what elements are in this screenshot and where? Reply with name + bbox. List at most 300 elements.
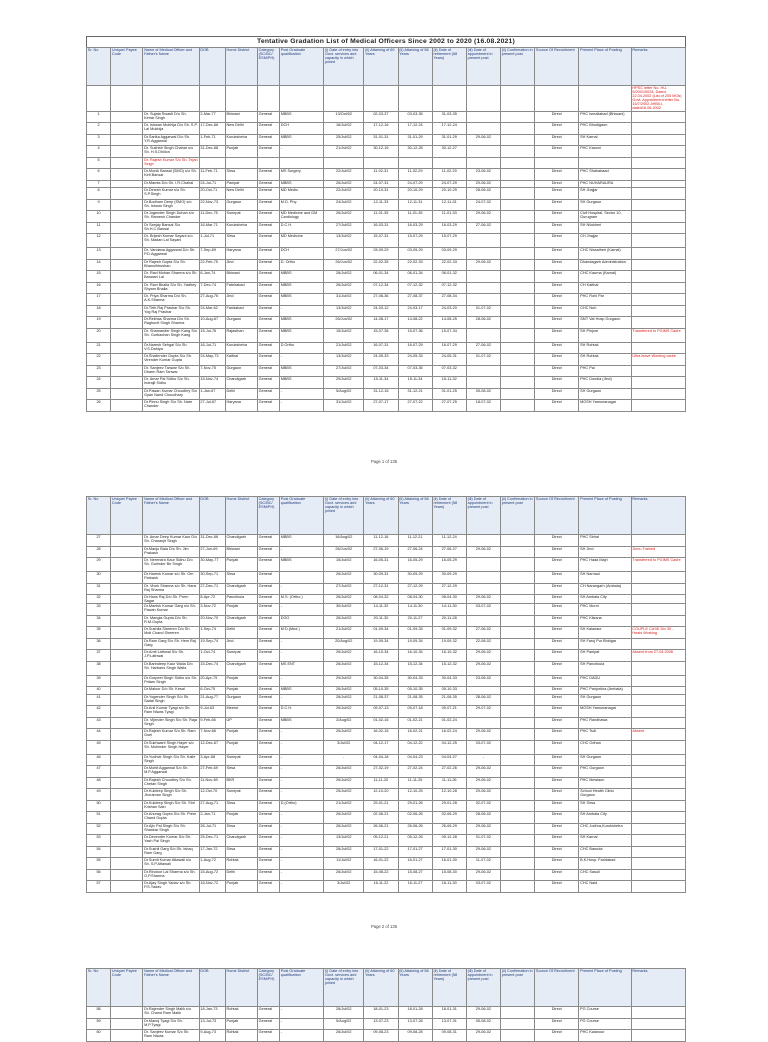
table-row [87, 558, 686, 572]
table-cell: 22-02-35 [364, 259, 398, 271]
table-cell: 26/Jul/02 [324, 687, 364, 695]
table-cell: Dr.Anurag Gupta S/o Sh. Prem Chand Gupta [143, 812, 199, 824]
table-cell: Sonepat [225, 211, 257, 223]
table-cell: 18-07-02 [466, 400, 500, 412]
page-3 [86, 968, 686, 1042]
table-cell: Rajasthan [225, 328, 257, 342]
table-cell: 17-Jan-72 [199, 846, 225, 858]
table-cell: SH Jind [579, 546, 631, 558]
table-cell: - [279, 583, 323, 595]
table-cell: Meerut [225, 706, 257, 718]
table-cell [631, 595, 685, 604]
table-cell: 03-09-29 [398, 248, 432, 260]
table-cell: 3 [87, 134, 111, 146]
table-cell: Kaithal [225, 354, 257, 366]
table-cell: Direct [535, 754, 579, 766]
table-cell: 27 [87, 535, 111, 547]
table-cell: MGSH Yamunanagar [579, 400, 631, 412]
table-cell [111, 169, 143, 181]
table-cell: SH Faroj Pur Bhirigar [579, 638, 631, 650]
table-cell: 25/Jul/02 [324, 789, 364, 801]
table-cell: Absent [631, 729, 685, 741]
table-cell: 26/Jul/02 [324, 180, 364, 188]
table-cell: 12-10-20 [364, 789, 398, 801]
table-cell: 07-03-34 [364, 365, 398, 377]
table-cell [111, 294, 143, 306]
table-cell: - [279, 1030, 323, 1042]
table-cell: General [257, 661, 279, 675]
table-cell [500, 754, 534, 766]
table-cell: 1-Aug-72 [199, 858, 225, 870]
table-cell [466, 365, 500, 377]
table-cell: - [279, 823, 323, 835]
table-cell: 31-03-35 [432, 111, 466, 123]
table-cell: 26-06-26 [398, 823, 432, 835]
table-cell: MBBS [279, 717, 323, 729]
table-cell [631, 858, 685, 870]
table-cell: 22-Nov-73 [199, 199, 225, 211]
table-cell: - [279, 858, 323, 870]
table-cell [631, 717, 685, 729]
table-cell: Gurgaon [225, 199, 257, 211]
column-header: (ii) Attaining of 58 Years [398, 48, 432, 86]
table-cell [111, 248, 143, 260]
table-cell: Dr. Sujata Swasti D/o Sh. Kehar Singh [143, 111, 199, 123]
table-cell: Dr.Yudhvir Singh S/o Sh. Kalle Singh [143, 754, 199, 766]
table-cell: PHC NUHARAURA [579, 180, 631, 188]
table-row [87, 595, 686, 604]
table-cell [500, 812, 534, 824]
table-cell: 02-06-29 [432, 812, 466, 824]
table-cell [631, 1018, 685, 1030]
table-cell: 26/Jul/02 [324, 846, 364, 858]
table-cell: General [257, 558, 279, 572]
table-cell: 01-07-02 [466, 305, 500, 317]
table-cell: Direct [535, 823, 579, 835]
table-cell: Jinnu Trained [631, 546, 685, 558]
table-cell: General [257, 400, 279, 412]
table-cell: 15-08-30 [432, 869, 466, 881]
table-cell: 07-12-34 [364, 282, 398, 294]
table-row [87, 812, 686, 824]
table-cell [466, 282, 500, 294]
table-cell: General [257, 740, 279, 754]
column-header: (iii) Date of appointment in present post [466, 969, 500, 1007]
table-cell: 29-06-02 [466, 823, 500, 835]
table-cell: SH Narnaul [579, 572, 631, 584]
table-cell: 15-11-34 [364, 377, 398, 389]
table-cell: SH Karnal [579, 134, 631, 146]
table-cell: 24/Jul/02 [324, 199, 364, 211]
table-cell: General [257, 535, 279, 547]
table-header-row [87, 48, 686, 86]
table-cell: 15-11-34 [398, 377, 432, 389]
table-cell: 16/Aug/02 [324, 535, 364, 547]
table-cell: SH Gurgaon [579, 754, 631, 766]
column-header: Name of Medical Officer and Father's Name [143, 969, 199, 1007]
table-cell [500, 604, 534, 616]
table-cell [111, 282, 143, 294]
table-row [87, 234, 686, 248]
table-cell: 26/Jul/02 [324, 729, 364, 741]
table-cell: 05-12-28 [432, 835, 466, 847]
table-cell: 28-06-02 [466, 694, 500, 706]
table-cell: 35 [87, 627, 111, 639]
table-cell [466, 572, 500, 584]
table-cell: 11-12-24 [432, 535, 466, 547]
table-cell: 09-07-18 [398, 706, 432, 718]
table-cell: - [279, 675, 323, 687]
column-header: Category (SC/BC/ ESM/PH) [257, 969, 279, 1007]
table-cell: Chandigarh [225, 661, 257, 675]
table-cell: 26/Jul/02 [324, 869, 364, 881]
table-cell: 3/Jul/02 [324, 740, 364, 754]
table-cell: 16-11-22 [364, 881, 398, 893]
table-cell [111, 766, 143, 778]
table-cell [500, 583, 534, 595]
hpsc-letter-note: HPSC letter No. HU-5/2001/5028, Dated 22.04.2002 (List of 205 MOs) Govt. Appointment letter No. 15/7/2002-3HBII-I, dated16.08.2002 [631, 86, 685, 112]
table-cell: Dr.Maloor D/o Sh. Kesal [143, 687, 199, 695]
table-cell: 21-Aug-77 [199, 694, 225, 706]
table-cell: 27-08-34 [432, 294, 466, 306]
table-cell [631, 271, 685, 283]
table-cell: Dr.Bodham Deep (SMO) s/o Sh. Ishwar Singh [143, 199, 199, 211]
table-cell: PG Course [579, 1018, 631, 1030]
table-cell [631, 199, 685, 211]
table-cell: Direct [535, 134, 579, 146]
table-cell: 29-01-26 [398, 800, 432, 812]
table-cell: 17-01-27 [398, 846, 432, 858]
table-cell [631, 823, 685, 835]
table-cell: 16-01-30 [432, 858, 466, 870]
table-cell: 29-06-02 [466, 180, 500, 188]
table-cell: 18-01-28 [398, 1007, 432, 1019]
table-cell: 46 [87, 754, 111, 766]
table-cell: 30-12-28 [398, 146, 432, 158]
table-cell: 06-01-34 [398, 271, 432, 283]
table-cell: 31-01-29 [432, 134, 466, 146]
table-row [87, 1030, 686, 1042]
table-cell: Dr.Sukhwant Singh Hayer s/o Sh. Mohinder Singh Hayer [143, 740, 199, 754]
table-cell: 15-07-29 [398, 234, 432, 248]
table-cell: - [324, 754, 364, 766]
table-cell: Punjab [225, 146, 257, 158]
table-row [87, 305, 686, 317]
table-cell: 30-04-33 [398, 675, 432, 687]
table-cell [500, 342, 534, 354]
table-cell: General [257, 388, 279, 400]
table-cell: Chandigarh [225, 835, 257, 847]
table-cell: 6 [87, 169, 111, 181]
table-cell: 30-12-16 [364, 146, 398, 158]
table-cell [111, 365, 143, 377]
table-cell: General [257, 835, 279, 847]
table-cell: Dr. Sanjeev Kumar S/o Sh. Ram Niwas [143, 1030, 199, 1042]
table-cell: 06-01-34 [364, 271, 398, 283]
table-cell [500, 546, 534, 558]
table-cell: Bhiwani [225, 271, 257, 283]
table-cell: 29 [87, 558, 111, 572]
table-cell: 03-09-29 [364, 248, 398, 260]
table-cell: General [257, 729, 279, 741]
column-header: Present Place of Posting [579, 48, 631, 86]
table-cell: 27-02-19 [364, 766, 398, 778]
table-cell: 26/Jul/02 [324, 595, 364, 604]
table-cell [111, 823, 143, 835]
table-cell [631, 661, 685, 675]
table-cell: 12-11-33 [364, 199, 398, 211]
table-cell [631, 754, 685, 766]
column-header: (ii) Confirmation in present post [500, 497, 534, 535]
table-cell [631, 846, 685, 858]
table-cell: Dr.Anil Kumar Tyagi s/o Sh. Ram Niwas Tyagi [143, 706, 199, 718]
table-cell: Direct [535, 342, 579, 354]
table-cell [199, 86, 225, 112]
table-cell: 20-Oct-71 [199, 188, 225, 200]
table-cell [466, 234, 500, 248]
table-cell [631, 146, 685, 158]
table-cell: General [257, 627, 279, 639]
table-cell: 31-12-21 [398, 388, 432, 400]
table-row [87, 650, 686, 662]
table-cell: Kurukshetra [225, 134, 257, 146]
table-cell [500, 717, 534, 729]
table-cell: Direct [535, 328, 579, 342]
table-cell: 27/Jul/02 [324, 583, 364, 595]
table-cell: 05-08-02 [466, 388, 500, 400]
table-cell [500, 123, 534, 135]
table-cell [111, 211, 143, 223]
table-cell [631, 675, 685, 687]
table-cell: 16-03-31 [364, 222, 398, 234]
table-cell [631, 400, 685, 412]
table-cell: 9-Feb-66 [199, 717, 225, 729]
table-cell: 11-12-21 [398, 535, 432, 547]
table-cell: Dr.Kuldeep Singh S/o Sh. Shri Krishan Sain [143, 800, 199, 812]
table-cell: 11 [87, 222, 111, 234]
table-cell: SH Rohtak [579, 342, 631, 354]
table-cell: 27-Feb-69 [199, 766, 225, 778]
table-cell: 25/Jul/02 [324, 134, 364, 146]
table-cell: General [257, 305, 279, 317]
table-cell: MBBS [279, 687, 323, 695]
table-cell: 27-06-02 [466, 222, 500, 234]
table-cell [631, 234, 685, 248]
column-header: (ii) Date of retirement (58 Years) [432, 497, 466, 535]
table-cell [111, 146, 143, 158]
table-cell: 17-12-16 [364, 123, 398, 135]
column-header: Home District [225, 497, 257, 535]
table-cell: 53 [87, 835, 111, 847]
table-cell: 20/Aug/02 [324, 638, 364, 650]
table-cell: Direct [535, 294, 579, 306]
table-cell: 29-06-02 [466, 661, 500, 675]
table-cell: 27-02-26 [432, 766, 466, 778]
table-row [87, 354, 686, 366]
table-cell: General [257, 234, 279, 248]
table-cell: - [279, 650, 323, 662]
table-cell [631, 123, 685, 135]
table-cell: SH Ambala City [579, 812, 631, 824]
table-cell: 26-Jul-71 [199, 823, 225, 835]
table-cell: Direct [535, 282, 579, 294]
table-cell: Punjab [225, 740, 257, 754]
table-cell: 2 [87, 123, 111, 135]
table-cell: Direct [535, 800, 579, 812]
table-cell: CHC Jodhra,Kurukshetra [579, 823, 631, 835]
table-cell [466, 157, 500, 169]
table-cell: 27-12-31 [364, 583, 398, 595]
table-cell: 19-Sep-74 [199, 638, 225, 650]
table-cell: 30-12-27 [432, 146, 466, 158]
table-cell [500, 694, 534, 706]
table-cell: 22/Jul/02 [324, 169, 364, 181]
table-row [87, 858, 686, 870]
table-cell [631, 789, 685, 801]
table-cell: 18-01-23 [364, 1007, 398, 1019]
table-cell: 15-07-31 [364, 234, 398, 248]
table-cell: 15-Nov-74 [199, 377, 225, 389]
table-cell: Bhiwani [225, 546, 257, 558]
table-cell [111, 627, 143, 639]
column-header: (ii) Date of retirement (58 Years) [432, 48, 466, 86]
table-cell: 20-10-29 [398, 188, 432, 200]
table-cell: Dr.Naresh Sehgal S/o Sh. V.S.Dahiya [143, 342, 199, 354]
table-cell: CHC Nuh [579, 305, 631, 317]
table-cell: 11-11-20 [364, 777, 398, 789]
table-cell: 28-06-02 [466, 188, 500, 200]
table-cell: Direct [535, 858, 579, 870]
table-cell: 7-Sep-69 [199, 248, 225, 260]
table-cell [111, 188, 143, 200]
table-cell [466, 111, 500, 123]
table-cell: Direct [535, 377, 579, 389]
table-row [87, 869, 686, 881]
table-cell: 27/Jul/02 [324, 222, 364, 234]
table-cell: Dr.Ram Garg S/o Sh. Hem Raj Garg [143, 638, 199, 650]
table-cell: 29-06-02 [466, 846, 500, 858]
table-cell: 21/Jul/02 [324, 146, 364, 158]
table-cell: 15-07-36 [364, 328, 398, 342]
table-cell [111, 869, 143, 881]
table-cell: 12-Dec-67 [199, 740, 225, 754]
table-cell: 23 [87, 365, 111, 377]
table-cell [500, 157, 534, 169]
table-cell [257, 157, 279, 169]
table-cell: Direct [535, 317, 579, 329]
table-cell: Direct [535, 211, 579, 223]
table-cell [500, 881, 534, 893]
table-cell: Gurgaon [225, 317, 257, 329]
table-cell: Dr.Gurpeet Singh Sidhu s/o Sh. Pritam Singh [143, 675, 199, 687]
table-cell: General [257, 259, 279, 271]
table-cell: 27-Jul-67 [199, 400, 225, 412]
table-cell: 18 [87, 305, 111, 317]
table-cell: Dr.Pinnu Singh S/o Sh. Nare Chander [143, 400, 199, 412]
table-row [87, 211, 686, 223]
table-cell [631, 282, 685, 294]
table-cell [631, 740, 685, 754]
table-cell: 09-07-13 [364, 706, 398, 718]
table-cell: 03-09-29 [432, 248, 466, 260]
table-cell: 26/Jul/02 [324, 661, 364, 675]
table-cell: 15/Jul/02 [324, 328, 364, 342]
table-cell: 01-07-02 [466, 354, 500, 366]
table-cell: 27/Jul/02 [324, 365, 364, 377]
table-cell: 02-07-02 [466, 800, 500, 812]
table-cell: 29-01-28 [432, 800, 466, 812]
table-cell: PHC Gurgaon [579, 766, 631, 778]
table-cell: PHC Ismailabad (Bhiwani) [579, 111, 631, 123]
table-cell: 45 [87, 740, 111, 754]
table-cell: 27-08-36 [364, 294, 398, 306]
table-cell: Direct [535, 546, 579, 558]
table-cell: PHC Pai [579, 365, 631, 377]
table-cell: PHC Rohi Par [579, 294, 631, 306]
page-2 [86, 496, 686, 893]
table-cell: CH Narangarh (Ambala) [579, 583, 631, 595]
table-cell: 21-08-37 [364, 694, 398, 706]
table-cell: MBBS [279, 180, 323, 188]
table-row [87, 823, 686, 835]
table-cell [111, 199, 143, 211]
table-cell: 26/Jun/02 [324, 259, 364, 271]
table-cell: 27-08-37 [398, 294, 432, 306]
column-header: Unique/ Payee Code [111, 48, 143, 86]
table-cell: 2-Mar-77 [199, 111, 225, 123]
table-cell [631, 134, 685, 146]
table-cell: Absent from 27.04.2008 [631, 650, 685, 662]
table-cell: 5 [87, 157, 111, 169]
table-cell: 27-06-02 [466, 627, 500, 639]
table-cell: 10-Aug-67 [199, 317, 225, 329]
table-cell: 3-Apr-68 [199, 754, 225, 766]
table-cell: 20-Apr-75 [199, 675, 225, 687]
table-cell: Chandigarh [225, 615, 257, 627]
table-cell: 5/Aug/02 [324, 1018, 364, 1030]
column-header: Source Of Recruitment [535, 969, 579, 1007]
table-cell: 2/Aug/02 [324, 717, 364, 729]
table-cell: CHC Kaurna (Karnal) [579, 271, 631, 283]
column-header: DOB [199, 497, 225, 535]
table-cell: Direct [535, 1030, 579, 1042]
table-row [87, 271, 686, 283]
table-cell: 28 [87, 546, 111, 558]
table-cell: Direct [535, 271, 579, 283]
table-cell: 27-06-27 [432, 546, 466, 558]
table-cell [579, 86, 631, 112]
table-cell: Dr. Priya Sharma D/o Sh. A.K.Sharma [143, 294, 199, 306]
table-cell: MD Medic. [279, 188, 323, 200]
table-cell [500, 627, 534, 639]
table-cell: 22-Feb-75 [199, 259, 225, 271]
table-cell [631, 615, 685, 627]
column-header: (ii) Attaining of 58 Years [398, 969, 432, 1007]
table-cell [466, 123, 500, 135]
table-cell: 27-Aug-71 [199, 800, 225, 812]
table-row [87, 777, 686, 789]
table-cell: General [257, 248, 279, 260]
table-cell [500, 869, 534, 881]
table-cell: 26/Jul/02 [324, 823, 364, 835]
table-cell: Sonepat [225, 754, 257, 766]
table-cell: 26/Jul/02 [324, 706, 364, 718]
table-cell: - [279, 789, 323, 801]
table-cell: MS Surgery [279, 169, 323, 181]
table-cell: 2-Jan-71 [199, 812, 225, 824]
table-cell: 16-10-32 [432, 650, 466, 662]
table-cell: Direct [535, 583, 579, 595]
